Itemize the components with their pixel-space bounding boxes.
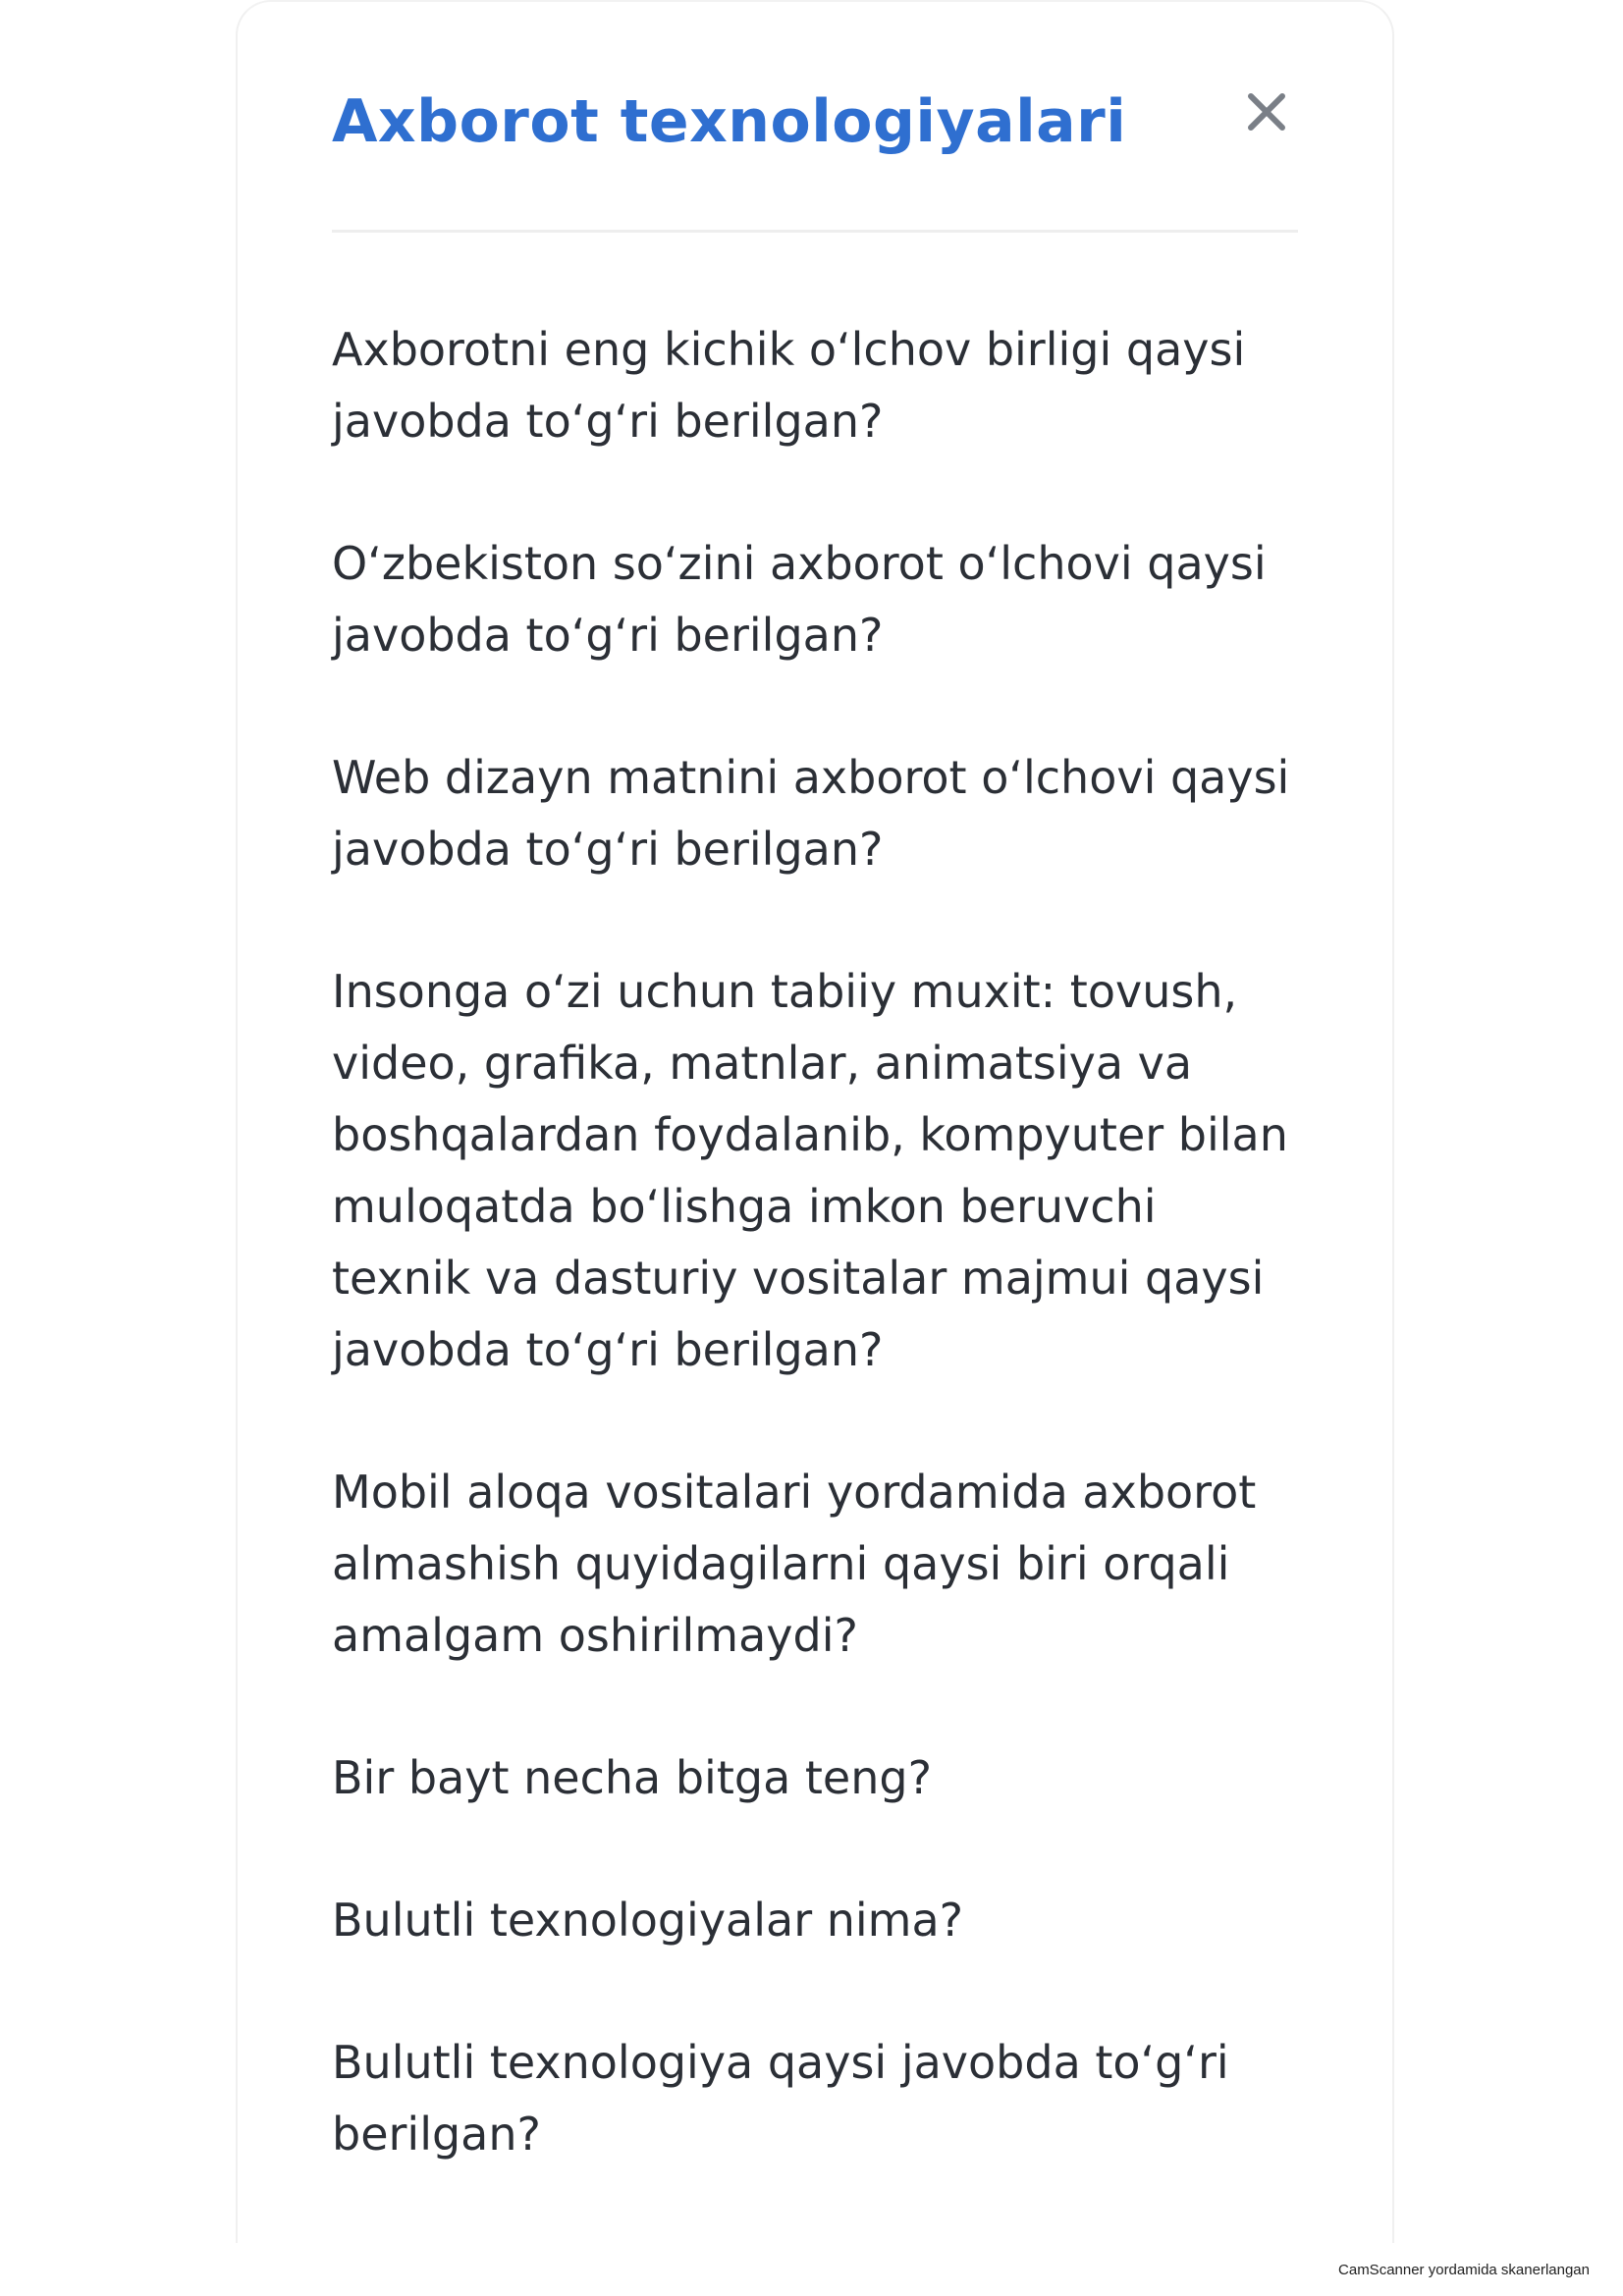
card-header [332,73,1298,167]
question-item[interactable]: Axborotni eng kichik o‘lchov birligi qaysi javobda to‘g‘ri berilgan? [332,323,1246,448]
question-item[interactable]: O‘zbekiston so‘zini axborot o‘lchovi qaysi javobda to‘g‘ri berilgan? [332,537,1267,662]
card-title: Axborot texnologiyalari [332,87,1127,156]
question-item[interactable]: Bulutli texnologiyalar nima? [332,1894,964,1947]
scan-watermark: CamScanner yordamida skanerlangan [1338,2262,1590,2278]
question-item[interactable]: Bulutli texnologiya qaysi javobda to‘g‘ri berilgan? [332,2036,1229,2161]
question-item[interactable]: Bir bayt necha bitga teng? [332,1751,932,1804]
question-item[interactable]: Web dizayn matnini axborot o‘lchovi qaysi javobda to‘g‘ri berilgan? [332,751,1290,876]
question-item[interactable]: Mobil aloqa vositalari yordamida axborot almashish quyidagilarni qaysi biri orqali amalgam oshirilmaydi? [332,1466,1257,1662]
header-divider [332,230,1298,233]
question-list [332,314,1298,2170]
close-icon [1235,80,1298,143]
quiz-card [236,0,1394,2243]
question-item[interactable]: Insonga o‘zi uchun tabiiy muxit: tovush, video, grafika, matnlar, animatsiya va boshqalardan foydalanib, kompyuter bilan muloqatda bo‘lishga imkon beruvchi texnik va dasturiy vositalar majmui qaysi javobda to‘g‘ri berilgan? [332,965,1288,1376]
close-button[interactable] [1235,80,1298,143]
